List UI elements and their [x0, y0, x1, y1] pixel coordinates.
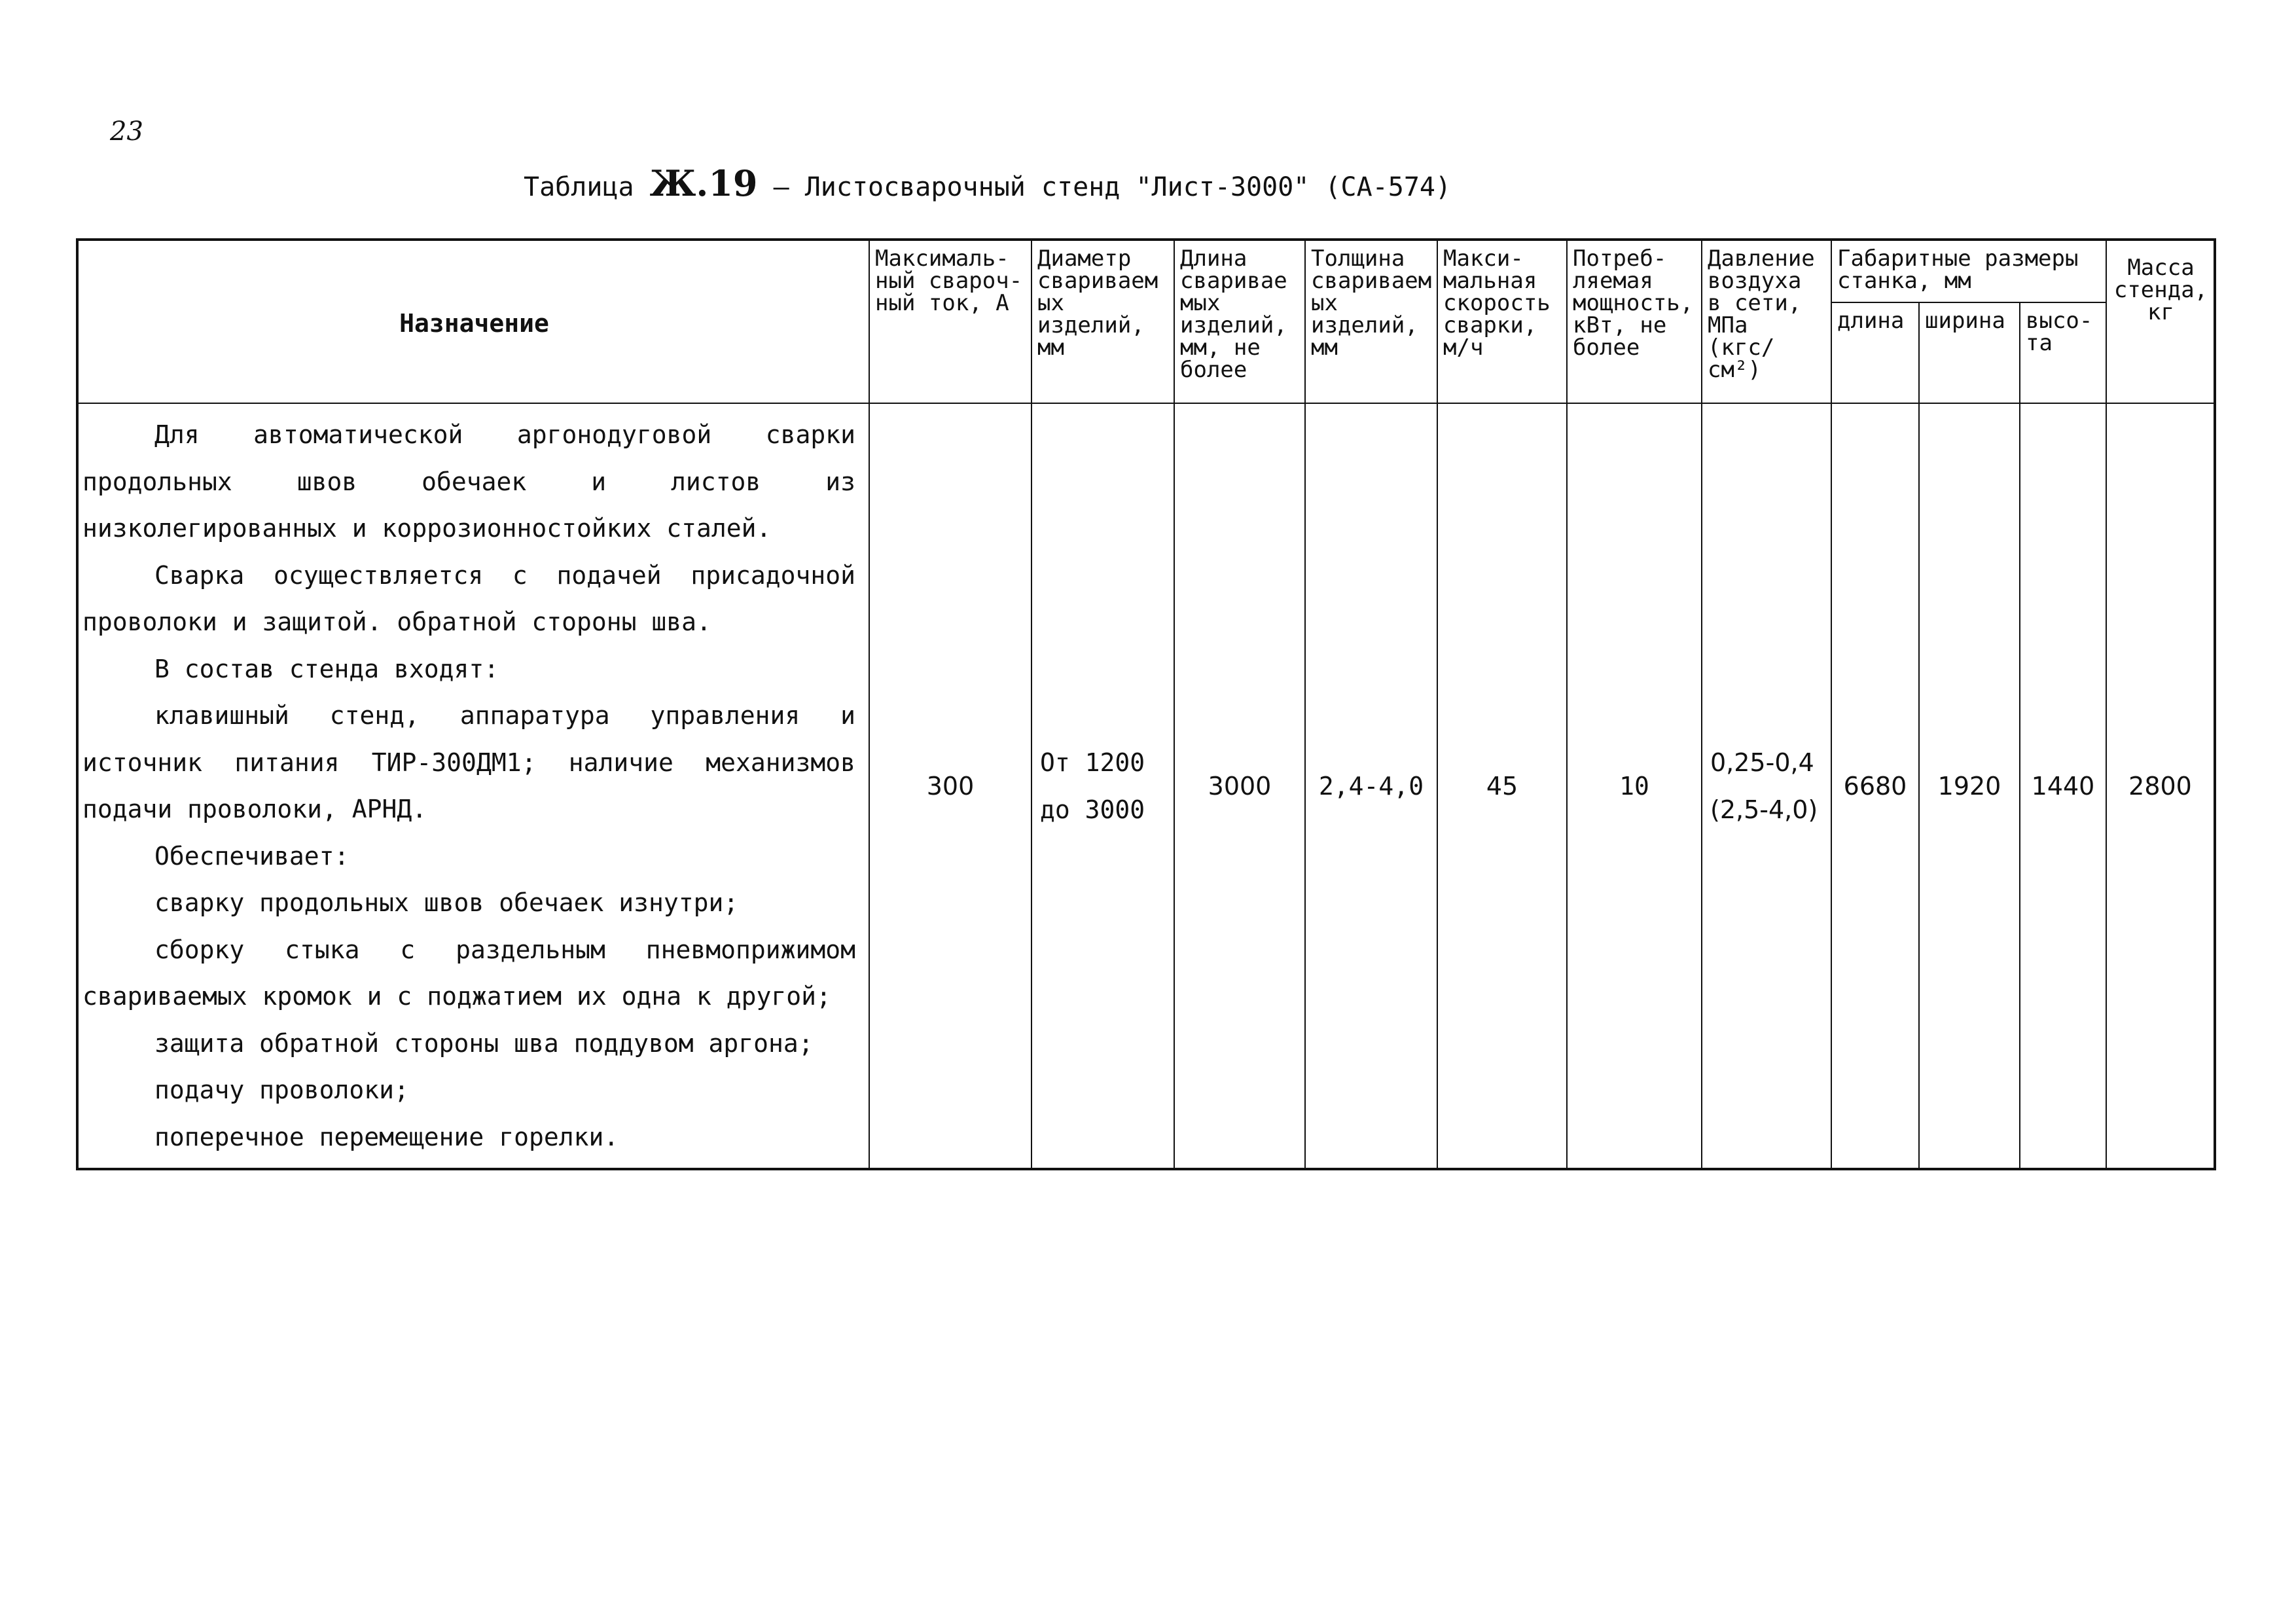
header-dimensions-group: Габаритные размеры станка, мм	[1831, 240, 2106, 302]
purpose-paragraph: В состав стенда входят:	[154, 654, 499, 683]
purpose-paragraph: Сварка осуществляется с подачей присадочной проволоки и защитой. обратной стороны шва.	[82, 560, 855, 636]
value-pressure-line1: 0,25-0,4	[1710, 748, 1814, 777]
header-dims-height: высо-та	[2020, 302, 2106, 403]
header-max-speed: Макси-мальная скорость сварки, м/ч	[1437, 240, 1567, 403]
header-dims-width: ширина	[1919, 302, 2020, 403]
purpose-paragraph: защита обратной стороны шва поддувом аргона;	[154, 1028, 814, 1058]
value-air-pressure	[1702, 403, 1831, 1169]
spec-table	[76, 238, 2216, 1170]
table-title	[524, 162, 1451, 204]
header-power: Потреб-ляемая мощность, кВт, не более	[1567, 240, 1702, 403]
value-max-current: 300	[869, 403, 1031, 1169]
purpose-paragraph: сварку продольных швов обечаек изнутри;	[154, 888, 739, 917]
header-diameter: Диаметр свариваемых изделий, мм	[1031, 240, 1174, 403]
value-diameter-line1: От 1200	[1040, 748, 1145, 777]
value-pressure-line2: (2,5-4,0)	[1710, 795, 1818, 824]
purpose-paragraph: сборку стыка с раздельным пневмоприжимом свариваемых кромок и с поджатием их одна к другой;	[82, 935, 855, 1011]
header-length: Длина свариваемых изделий, мм, не более	[1174, 240, 1305, 403]
purpose-paragraph: Для автоматической аргонодуговой сварки продольных швов обечаек и листов из низколегированных и коррозионностойких сталей.	[82, 420, 855, 543]
header-thickness: Толщина свариваемых изделий, мм	[1305, 240, 1437, 403]
value-dims-length: 6680	[1831, 403, 1919, 1169]
purpose-paragraph: поперечное перемещение горелки.	[154, 1122, 619, 1151]
table-title-text: – Листосварочный стенд "Лист-3000" (СА-574)	[773, 172, 1452, 202]
value-diameter-line2: до 3000	[1040, 795, 1145, 824]
table-title-code: Ж.19	[649, 162, 758, 204]
value-power: 10	[1567, 403, 1702, 1169]
purpose-cell	[77, 403, 869, 1169]
header-dims-length: длина	[1831, 302, 1919, 403]
value-thickness: 2,4-4,0	[1305, 403, 1437, 1169]
value-dims-height: 1440	[2020, 403, 2106, 1169]
value-diameter	[1031, 403, 1174, 1169]
purpose-paragraph: клавишный стенд, аппаратура управления и источник питания ТИР-300ДМ1; наличие механизмов подачи проволоки, АРНД.	[82, 701, 855, 823]
table-row	[77, 403, 2215, 1169]
value-mass: 2800	[2106, 403, 2215, 1169]
header-mass: Масса стенда, кг	[2106, 240, 2215, 403]
purpose-paragraph: подачу проволоки;	[154, 1075, 409, 1104]
value-length: 3000	[1174, 403, 1305, 1169]
table-title-prefix: Таблица	[524, 172, 634, 202]
header-max-current: Максималь-ный свароч-ный ток, А	[869, 240, 1031, 403]
purpose-paragraph: Обеспечивает:	[154, 841, 350, 871]
page-number: 23	[110, 117, 143, 147]
value-dims-width: 1920	[1919, 403, 2020, 1169]
header-purpose: Назначение	[77, 240, 869, 403]
header-air-pressure: Давление воздуха в сети, МПа (кгс/см²)	[1702, 240, 1831, 403]
value-max-speed: 45	[1437, 403, 1567, 1169]
